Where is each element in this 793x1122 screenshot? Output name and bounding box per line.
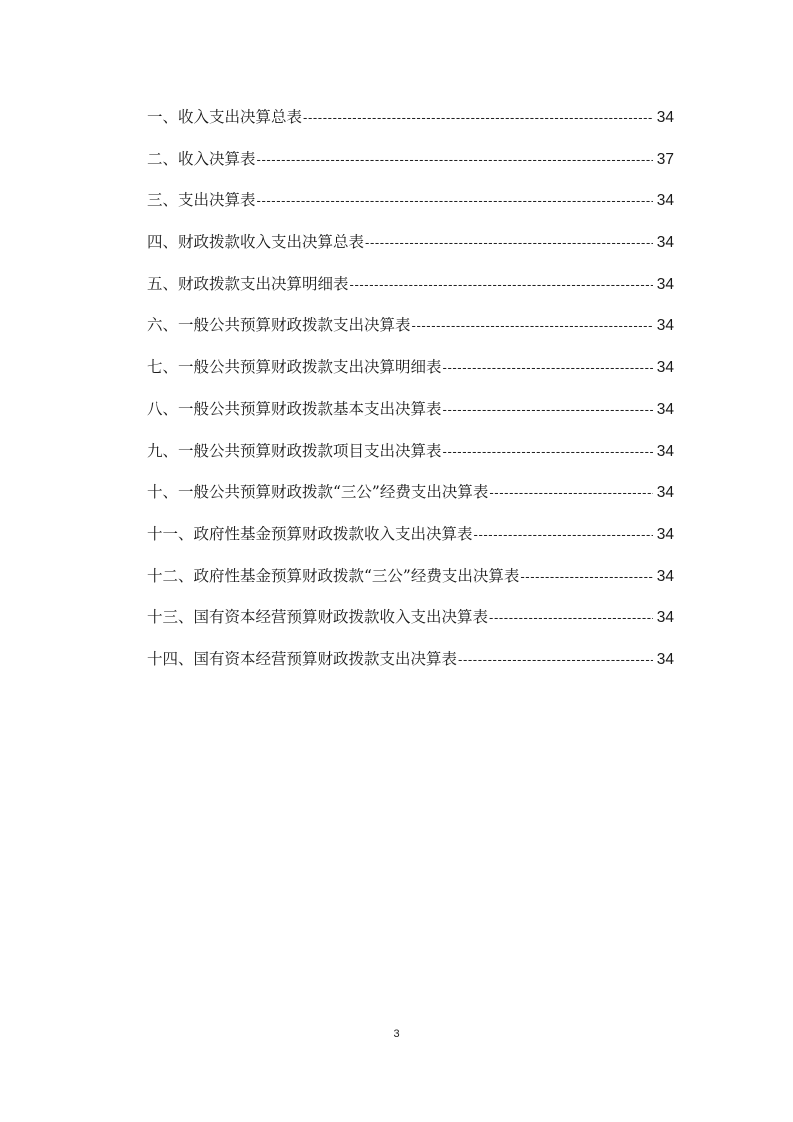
- toc-entry-title: 九、一般公共预算财政拨款项目支出决算表: [147, 441, 442, 460]
- toc-entry-page: 34: [656, 234, 674, 252]
- toc-entry-title: 十三、国有资本经营预算财政拨款收入支出决算表: [147, 608, 489, 627]
- toc-entry[interactable]: [147, 312, 674, 354]
- toc-leader-dashes: [365, 230, 653, 256]
- toc-entry-title: 十一、政府性基金预算财政拨款收入支出决算表: [147, 524, 473, 543]
- toc-leader-dashes: [489, 605, 653, 631]
- toc-entry-page: 34: [656, 317, 674, 335]
- toc-entry-page: 34: [656, 609, 674, 627]
- toc-entry[interactable]: [147, 187, 674, 229]
- toc-leader-dashes: [520, 564, 652, 590]
- toc-leader-dashes: [412, 313, 653, 339]
- toc-entry[interactable]: [147, 104, 674, 146]
- toc-entry-page: 34: [656, 359, 674, 377]
- toc-entry-page: 37: [656, 150, 674, 168]
- toc-entry-title: 四、财政拨款收入支出决算总表: [147, 233, 365, 252]
- toc-entry-page: 34: [656, 400, 674, 418]
- toc-entry[interactable]: [147, 146, 674, 188]
- toc-leader-dashes: [489, 480, 652, 506]
- toc-leader-dashes: [257, 188, 653, 214]
- toc-entry-title: 五、财政拨款支出决算明细表: [147, 274, 349, 293]
- toc-entry[interactable]: [147, 229, 674, 271]
- toc-entry-title: 七、一般公共预算财政拨款支出决算明细表: [147, 358, 442, 377]
- table-of-contents: [147, 104, 674, 688]
- toc-entry[interactable]: [147, 438, 674, 480]
- toc-entry-page: 34: [656, 567, 674, 585]
- toc-entry[interactable]: [147, 521, 674, 563]
- toc-entry[interactable]: [147, 479, 674, 521]
- toc-leader-dashes: [443, 355, 653, 381]
- toc-leader-dashes: [474, 522, 653, 548]
- toc-entry-page: 34: [656, 109, 674, 126]
- toc-entry-title: 十二、政府性基金预算财政拨款“三公”经费支出决算表: [147, 566, 520, 585]
- toc-entry-title: 十、一般公共预算财政拨款“三公”经费支出决算表: [147, 483, 489, 502]
- toc-entry[interactable]: [147, 396, 674, 438]
- toc-entry-title: 二、收入决算表: [147, 149, 256, 168]
- toc-leader-dashes: [443, 397, 653, 423]
- toc-entry-title: 三、支出决算表: [147, 191, 256, 210]
- toc-leader-dashes: [458, 647, 653, 673]
- toc-leader-dashes: [443, 439, 653, 465]
- toc-entry-page: 34: [656, 442, 674, 460]
- toc-leader-dashes: [257, 147, 653, 173]
- toc-entry-page: 34: [656, 275, 674, 293]
- toc-entry-page: 34: [656, 525, 674, 543]
- toc-entry-title: 六、一般公共预算财政拨款支出决算表: [147, 316, 411, 335]
- toc-entry-title: 十四、国有资本经营预算财政拨款支出决算表: [147, 649, 458, 668]
- page-number: 3: [393, 1028, 400, 1040]
- toc-entry[interactable]: [147, 271, 674, 313]
- toc-leader-dashes: [303, 105, 653, 131]
- toc-leader-dashes: [350, 272, 653, 298]
- toc-entry-page: 34: [656, 484, 674, 502]
- toc-entry-page: 34: [656, 192, 674, 210]
- toc-entry-title: 八、一般公共预算财政拨款基本支出决算表: [147, 399, 442, 418]
- toc-entry[interactable]: [147, 646, 674, 688]
- toc-entry[interactable]: [147, 354, 674, 396]
- toc-entry-page: 34: [656, 650, 674, 668]
- toc-entry[interactable]: [147, 604, 674, 646]
- toc-entry-title: 一、收入支出决算总表: [147, 108, 303, 126]
- toc-entry[interactable]: [147, 563, 674, 605]
